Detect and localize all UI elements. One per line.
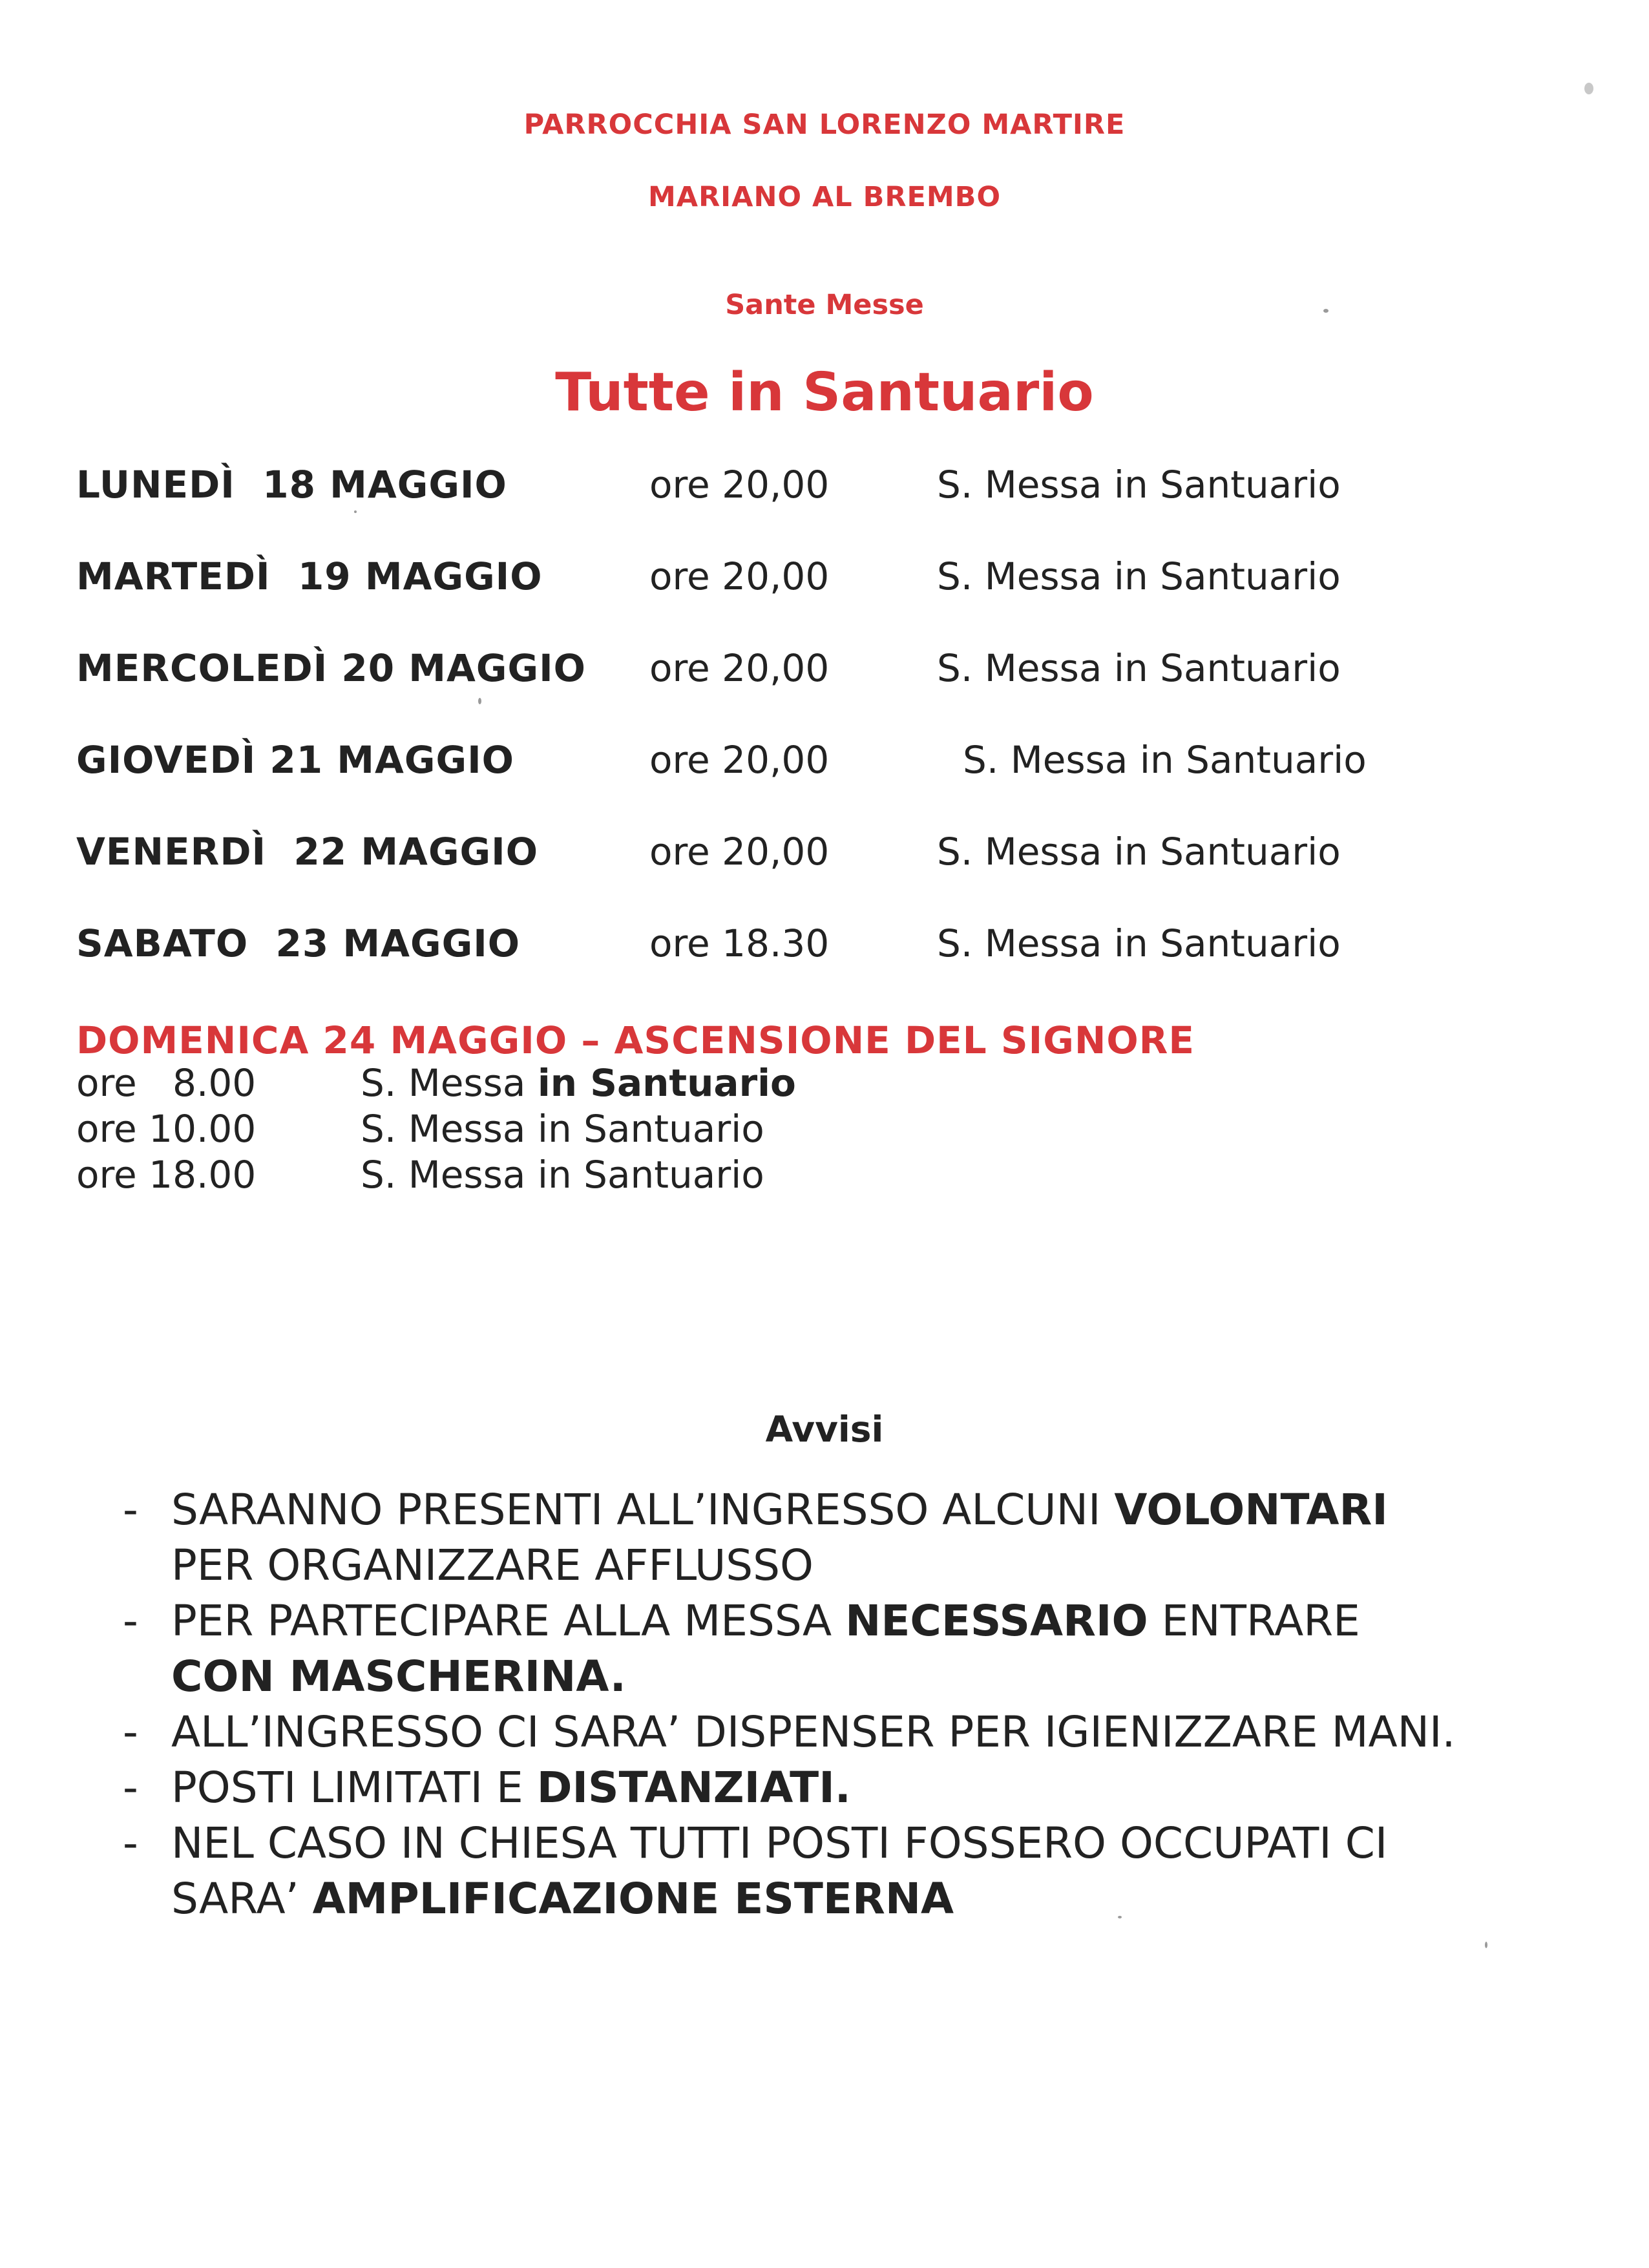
notice-text-part: PER ORGANIZZARE AFFLUSSO bbox=[171, 1540, 814, 1590]
schedule-desc: S. Messa in Santuario bbox=[937, 921, 1341, 965]
schedule-time: ore 20,00 bbox=[649, 830, 830, 874]
notice-text-part: NEL CASO IN CHIESA TUTTI POSTI FOSSERO OCCUPATI CI bbox=[171, 1818, 1388, 1868]
notice-text-part: ALL’INGRESSO CI SARA’ DISPENSER PER IGIENIZZARE MANI. bbox=[171, 1707, 1456, 1757]
main-heading: Tutte in Santuario bbox=[555, 362, 1094, 423]
schedule-day: MERCOLEDÌ 20 MAGGIO bbox=[76, 646, 586, 690]
schedule-day: MARTEDÌ 19 MAGGIO bbox=[76, 554, 543, 598]
sunday-mass-desc-suffix: in Santuario bbox=[537, 1153, 764, 1197]
notice-text bbox=[171, 1705, 1593, 1760]
sunday-mass-time: ore 8.00 bbox=[76, 1061, 257, 1105]
notices-title: Avvisi bbox=[765, 1409, 884, 1450]
schedule-row bbox=[0, 551, 1649, 602]
schedule-time: ore 20,00 bbox=[649, 463, 830, 507]
notice-emphasis: CON MASCHERINA. bbox=[171, 1652, 626, 1701]
notice-dash: - bbox=[123, 1707, 138, 1757]
schedule-time: ore 18.30 bbox=[649, 921, 830, 965]
sunday-mass-desc-suffix: in Santuario bbox=[537, 1107, 764, 1151]
schedule-day: LUNEDÌ 18 MAGGIO bbox=[76, 463, 507, 507]
schedule-desc: S. Messa in Santuario bbox=[963, 738, 1367, 782]
notice-emphasis: NECESSARIO bbox=[845, 1596, 1148, 1646]
schedule-day: GIOVEDÌ 21 MAGGIO bbox=[76, 738, 514, 782]
sunday-mass-desc-prefix: S. Messa bbox=[361, 1153, 538, 1197]
notice-emphasis: DISTANZIATI. bbox=[536, 1763, 851, 1812]
sunday-mass-time: ore 10.00 bbox=[76, 1107, 257, 1151]
notice-text-part: ENTRARE bbox=[1148, 1596, 1360, 1646]
notice-text bbox=[171, 1760, 1593, 1816]
notice-text-part: SARA’ bbox=[171, 1874, 313, 1924]
schedule-time: ore 20,00 bbox=[649, 554, 830, 598]
notice-text bbox=[171, 1482, 1593, 1593]
sunday-mass-row bbox=[0, 1060, 1649, 1106]
scan-speck bbox=[1584, 83, 1593, 94]
schedule-desc: S. Messa in Santuario bbox=[937, 463, 1341, 507]
sunday-mass-desc-suffix: in Santuario bbox=[537, 1061, 796, 1105]
sunday-mass-desc bbox=[361, 1151, 764, 1198]
notice-dash: - bbox=[123, 1763, 138, 1812]
notice-text bbox=[171, 1593, 1593, 1705]
sunday-mass-desc bbox=[361, 1106, 764, 1152]
schedule-row bbox=[0, 459, 1649, 510]
schedule-desc: S. Messa in Santuario bbox=[937, 646, 1341, 690]
sunday-mass-time: ore 18.00 bbox=[76, 1153, 257, 1197]
notice-dash: - bbox=[123, 1818, 138, 1868]
notice-dash: - bbox=[123, 1596, 138, 1646]
schedule-row bbox=[0, 734, 1649, 786]
notice-text bbox=[171, 1816, 1593, 1927]
notice-dash: - bbox=[123, 1485, 138, 1535]
schedule-row bbox=[0, 642, 1649, 694]
sunday-mass-desc bbox=[361, 1060, 796, 1106]
sunday-mass-row bbox=[0, 1106, 1649, 1152]
notice-text-part: POSTI LIMITATI E bbox=[171, 1763, 537, 1812]
sunday-heading: DOMENICA 24 MAGGIO – ASCENSIONE DEL SIGNORE bbox=[76, 1018, 1195, 1062]
sunday-mass-desc-prefix: S. Messa bbox=[361, 1061, 538, 1105]
scan-speck bbox=[1118, 1916, 1122, 1918]
notice-emphasis: AMPLIFICAZIONE ESTERNA bbox=[312, 1874, 954, 1924]
scan-speck bbox=[354, 510, 357, 513]
sunday-mass-desc-prefix: S. Messa bbox=[361, 1107, 538, 1151]
scan-speck bbox=[1485, 1942, 1487, 1948]
notice-emphasis: VOLONTARI bbox=[1114, 1485, 1388, 1535]
town-name: MARIANO AL BREMBO bbox=[648, 181, 1001, 213]
schedule-desc: S. Messa in Santuario bbox=[937, 554, 1341, 598]
scan-speck bbox=[478, 698, 481, 704]
subtitle: Sante Messe bbox=[725, 289, 924, 321]
sunday-mass-row bbox=[0, 1151, 1649, 1198]
notice-text-part: SARANNO PRESENTI ALL’INGRESSO ALCUNI bbox=[171, 1485, 1115, 1535]
schedule-row bbox=[0, 826, 1649, 877]
scan-speck bbox=[1323, 309, 1329, 313]
schedule-day: VENERDÌ 22 MAGGIO bbox=[76, 830, 539, 874]
schedule-row bbox=[0, 918, 1649, 969]
schedule-day: SABATO 23 MAGGIO bbox=[76, 921, 521, 965]
schedule-time: ore 20,00 bbox=[649, 646, 830, 690]
schedule-desc: S. Messa in Santuario bbox=[937, 830, 1341, 874]
parish-name: PARROCCHIA SAN LORENZO MARTIRE bbox=[523, 109, 1126, 141]
notice-text-part: PER PARTECIPARE ALLA MESSA bbox=[171, 1596, 846, 1646]
schedule-time: ore 20,00 bbox=[649, 738, 830, 782]
